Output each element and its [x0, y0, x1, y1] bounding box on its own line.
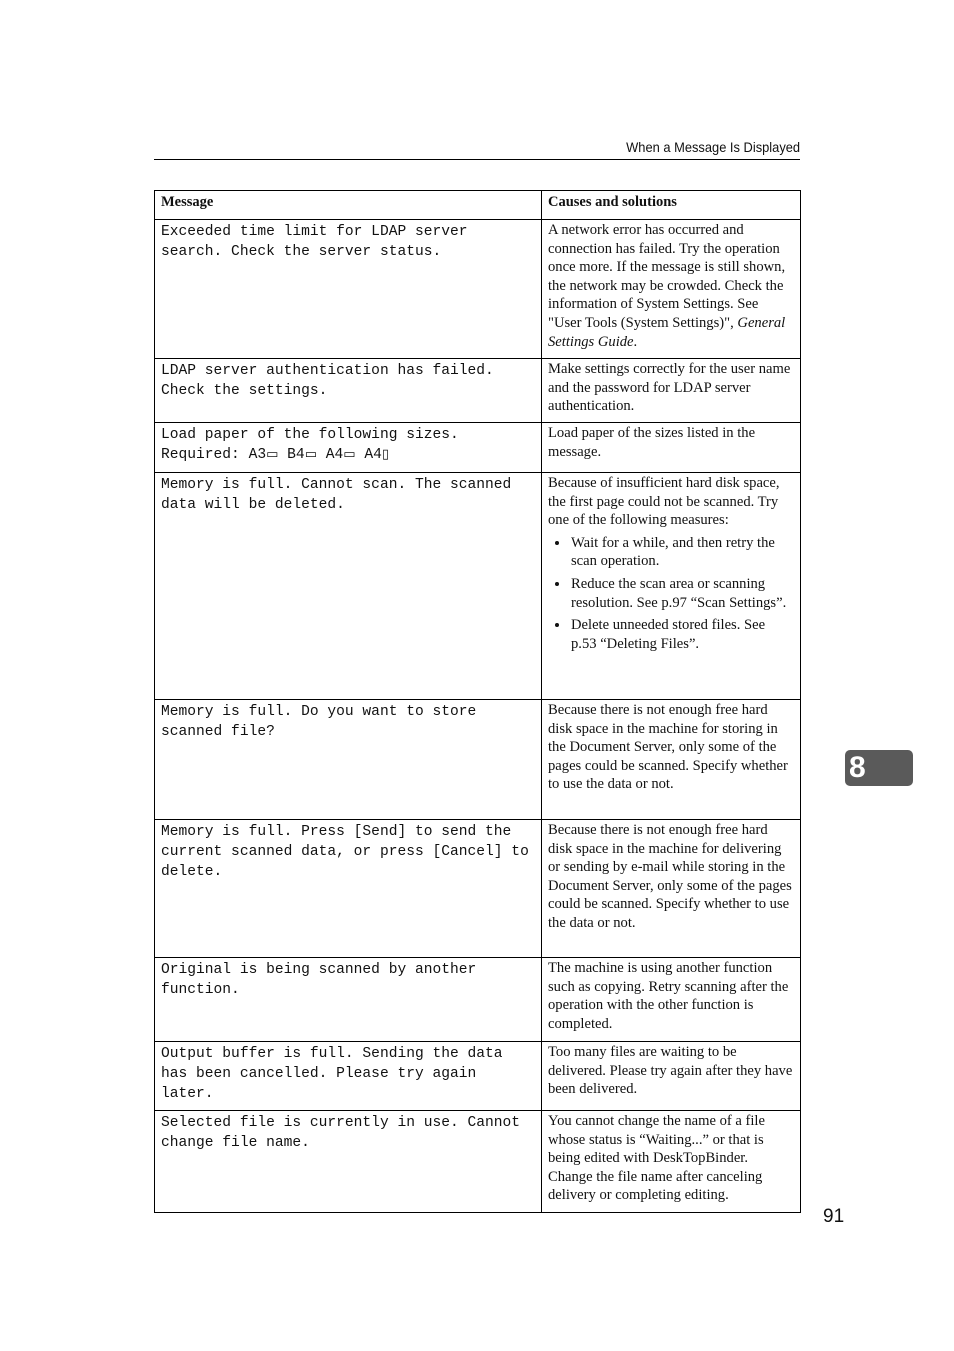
column-header-message: Message [155, 191, 542, 220]
message-cell: Original is being scanned by another function. [155, 958, 542, 1042]
cause-cell: The machine is using another function such as copying. Retry scanning after the operation with the other function is completed. [542, 958, 801, 1042]
header-title: When a Message Is Displayed [626, 139, 800, 155]
cause-reference: General Settings Guide [548, 314, 786, 350]
paper-size: A4 [364, 447, 382, 463]
list-item: • Delete unneeded stored files. See p.53 “Deleting Files”. [570, 616, 794, 653]
list-item: • Reduce the scan area or scanning resolution. See p.97 “Scan Settings”. [570, 575, 794, 612]
list-item: • Wait for a while, and then retry the scan operation. [570, 534, 794, 571]
cause-cell [542, 473, 801, 700]
message-text: Load paper of the following sizes. Required: [161, 427, 459, 463]
table-row [155, 820, 801, 958]
cause-cell: Too many files are waiting to be delivered. Please try again after they have been delivered. [542, 1042, 801, 1111]
cause-text: Because of insufficient hard disk space, the first page could not be scanned. Try one of the following measures: [548, 475, 780, 529]
message-cell: Memory is full. Press [Send] to send the current scanned data, or press [Cancel] to delete. [155, 820, 542, 958]
table-row [155, 958, 801, 1042]
chapter-number: 8 [849, 751, 866, 784]
column-header-causes: Causes and solutions [542, 191, 801, 220]
message-table [154, 190, 801, 1213]
table-row [155, 1042, 801, 1111]
message-cell: LDAP server authentication has failed. Check the settings. [155, 359, 542, 423]
page-number: 91 [823, 1206, 845, 1227]
table-row [155, 1111, 801, 1213]
paper-landscape-icon: ▭ [304, 447, 317, 462]
message-cell: Output buffer is full. Sending the data has been cancelled. Please try again later. [155, 1042, 542, 1111]
cause-cell: Because there is not enough free hard disk space in the machine for delivering or sending by e-mail while storing in the Document Server, only some of the pages could be scanned. Specify whether to use the data or not. [542, 820, 801, 958]
table-row [155, 700, 801, 820]
cause-cell: Because there is not enough free hard disk space in the machine for storing in the Document Server, only some of the pages could be scanned. Specify whether to use the data or not. [542, 700, 801, 820]
paper-size: B4 [287, 447, 305, 463]
cause-cell [542, 220, 801, 359]
table-row [155, 359, 801, 423]
table-row [155, 220, 801, 359]
running-header [154, 137, 800, 160]
cause-text: A network error has occurred and connection has failed. Try the operation once more. If the message is still shown, the network may be crowded. Check the information of System Settings. See "User Tools (System Settings)", [548, 222, 786, 331]
table-row [155, 473, 801, 700]
table-header-row [155, 191, 801, 220]
message-cell: Selected file is currently in use. Cannot change file name. [155, 1111, 542, 1213]
paper-size: A3 [248, 447, 267, 463]
message-cell: Memory is full. Do you want to store scanned file? [155, 700, 542, 820]
message-cell: Memory is full. Cannot scan. The scanned data will be deleted. [155, 473, 542, 700]
measures-list [548, 534, 794, 654]
paper-portrait-icon: ▯ [381, 447, 389, 462]
cause-cell: Load paper of the sizes listed in the message. [542, 423, 801, 473]
paper-landscape-icon: ▭ [266, 447, 279, 462]
message-cell [155, 423, 542, 473]
cause-cell: You cannot change the name of a file whose status is “Waiting...” or that is being edited with DeskTopBinder. Change the file name after canceling delivery or completing editing. [542, 1111, 801, 1213]
table-row [155, 423, 801, 473]
cause-text-end: . [633, 333, 638, 350]
chapter-tab [845, 750, 913, 786]
message-cell: Exceeded time limit for LDAP server search. Check the server status. [155, 220, 542, 359]
paper-size: A4 [325, 447, 344, 463]
cause-cell: Make settings correctly for the user name and the password for LDAP server authentication. [542, 359, 801, 423]
paper-landscape-icon: ▭ [343, 447, 356, 462]
